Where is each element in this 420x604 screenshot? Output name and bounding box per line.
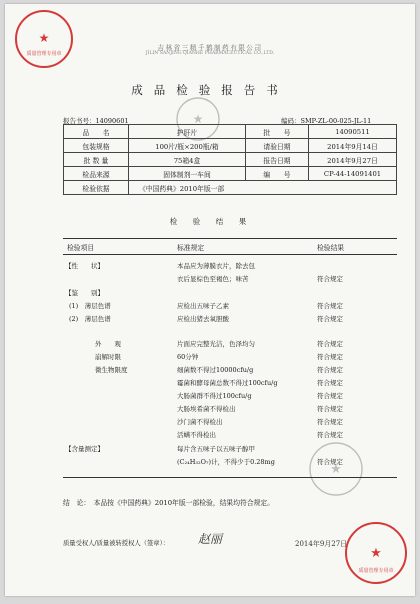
check-item: 崩解时限 [95,353,121,361]
table-cell-label: 包装规格 [64,139,129,153]
table-cell-label: 批 数 量 [64,153,129,167]
check-result: 符合规定 [317,431,343,439]
check-standard: 片面应完整光洁，色泽均匀 [177,340,255,348]
company-name: 吉林省三精千鹤制药有限公司 [157,44,263,52]
table-row [64,153,397,167]
check-result: 符合规定 [317,366,343,374]
table-cell-value: 14090511 [309,125,397,139]
check-result: 符合规定 [317,353,343,361]
check-item: 外 观 [95,340,121,348]
page-title: 成品检验报告书 [131,83,289,97]
ident-standard: 应检出猪去氧胆酸 [177,315,229,323]
check-item: 微生物限度 [95,366,128,374]
ident-item: (2) 薄层色谱 [69,315,111,323]
table-cell-label: 品 名 [64,125,129,139]
check-standard: 细菌数不得过10000cfu/g [177,366,254,374]
table-cell-label: 报告日期 [246,153,309,167]
divider [63,238,397,239]
table-cell-value: 2014年9月27日 [309,153,397,167]
traits-standard-line-2: 衣后显棕色至褐色；味苦 [177,275,249,283]
table-cell-value: 2014年9月14日 [309,139,397,153]
divider [63,254,397,255]
table-cell-value: 100片/瓶×200瓶/箱 [129,139,246,153]
svg-text:★: ★ [370,546,382,561]
check-standard: 沙门菌不得检出 [177,418,223,426]
table-cell-value: 75箱4盒 [129,153,246,167]
svg-text:★: ★ [38,31,50,45]
report-number-value: 14090601 [95,117,129,125]
assay-standard-line-1: 每片含五味子以五味子醇甲 [177,445,255,453]
table-cell-value: 《中国药典》2010年版一部 [129,181,397,195]
table-cell-label: 编 号 [246,167,309,181]
table-cell-value: 固体制剂一车间 [129,167,246,181]
document-code-value: SMP-ZL-00-025-JL-11 [300,117,372,125]
assay-result: 符合规定 [317,458,343,466]
column-header-result: 检验结果 [317,244,345,252]
table-cell-label: 检验依据 [64,181,129,195]
table-row [64,167,397,181]
table-row [64,125,397,139]
conclusion: 结 论： 本品按《中国药典》2010年版一部检验，结果均符合规定。 [63,499,275,507]
signature: 赵丽 [198,532,223,546]
table-row [64,181,397,195]
svg-text:★: ★ [330,462,342,477]
document-code-label: 编码： [281,117,301,125]
section-identification: 【鉴 别】 [65,289,104,297]
traits-standard-line-1: 本品应为薄膜衣片，除去包 [177,262,255,270]
ident-standard: 应检出五味子乙素 [177,302,229,310]
section-traits: 【性 状】 [65,262,104,270]
table-cell-value: CP-44-14091401 [309,167,397,181]
column-header-standard: 标准规定 [177,244,205,252]
check-standard: 活螨不得检出 [177,431,216,439]
section-assay: 【含量测定】 [65,445,104,453]
company-name-en: JILIN SANJING QIANHE PHARMACEUTICAL CO.,LTD. [145,51,275,56]
column-header-item: 检验项目 [67,244,95,252]
check-result: 符合规定 [317,392,343,400]
table-row [64,139,397,153]
faint-right-stamp [307,440,365,498]
signature-label: 质量受权人/质量被转授权人（签章）： [63,540,170,547]
report-page [5,4,415,596]
table-cell-label: 批 号 [246,125,309,139]
check-standard: 大肠菌群不得过100cfu/g [177,392,252,400]
check-result: 符合规定 [317,340,343,348]
quality-stamp-top-left [13,8,75,70]
ident-item: (1) 薄层色谱 [69,302,111,310]
table-cell-label: 检品来源 [64,167,129,181]
table-cell-value: 护肝片 [129,125,246,139]
product-info-table [63,124,397,195]
report-number-label: 报告书号： [63,117,96,125]
check-standard: 霉菌和酵母菌总数不得过100cfu/g [177,379,278,387]
traits-result: 符合规定 [317,275,343,283]
svg-text:质量管理专用章: 质量管理专用章 [26,51,62,57]
signature-date: 2014年9月27日 [295,540,348,548]
check-result: 符合规定 [317,405,343,413]
check-standard: 大肠埃希菌不得检出 [177,405,236,413]
check-result: 符合规定 [317,418,343,426]
ident-result: 符合规定 [317,315,343,323]
ident-result: 符合规定 [317,302,343,310]
divider [63,477,397,478]
table-cell-label: 请验日期 [246,139,309,153]
svg-text:★: ★ [192,112,204,126]
assay-standard-line-2: (C₂₄H₃₂O₇)计，不得少于0.28mg [177,458,275,466]
quality-stamp-bottom-right [343,520,409,586]
check-standard: 60分钟 [177,353,199,361]
svg-text:质量管理专用章: 质量管理专用章 [358,568,394,574]
check-result: 符合规定 [317,379,343,387]
results-title: 检 验 结 果 [169,217,251,226]
